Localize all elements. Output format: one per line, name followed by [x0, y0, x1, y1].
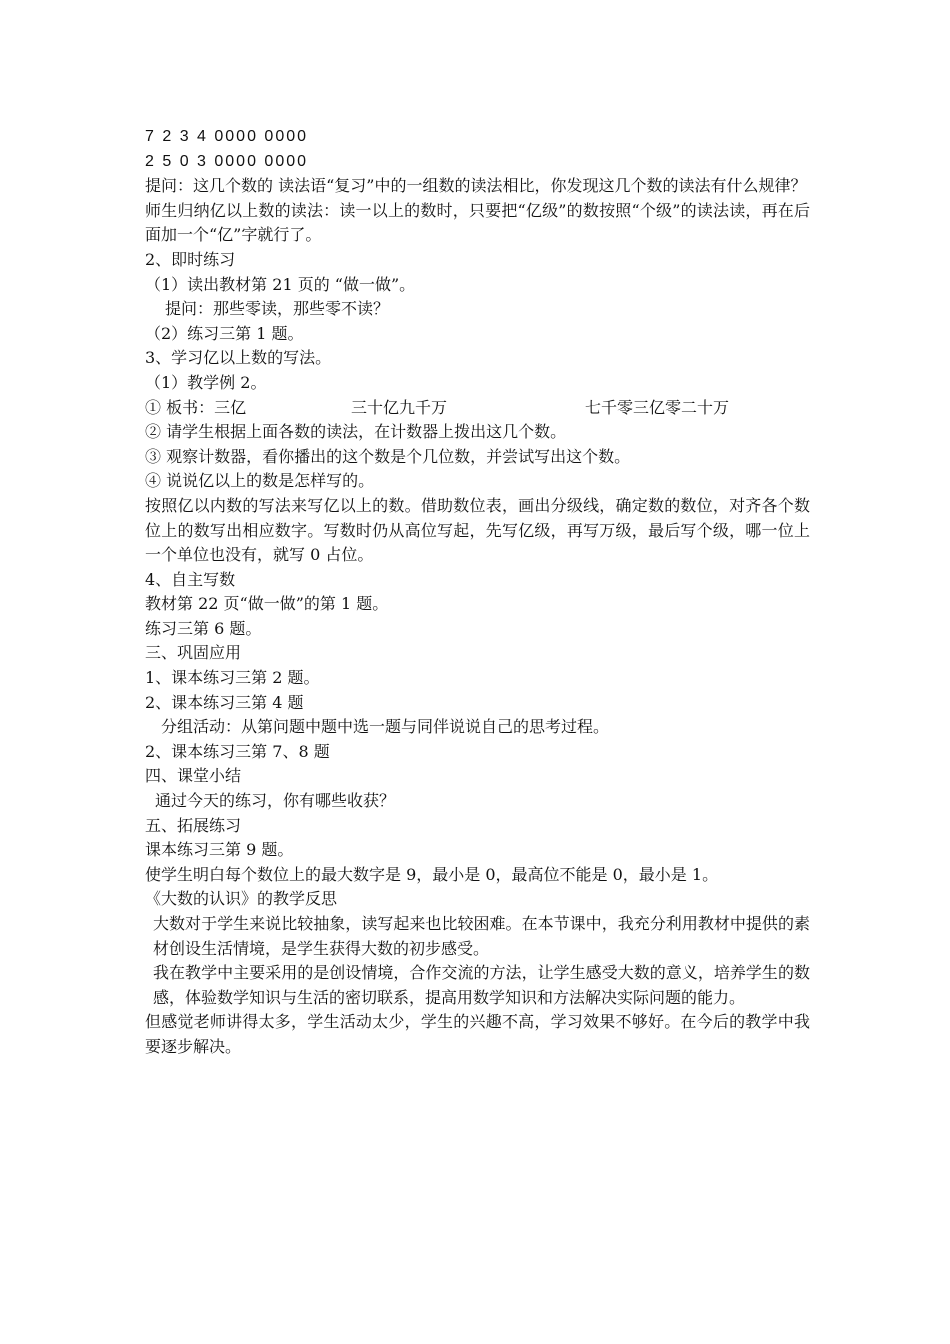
question-paragraph: 提问：这几个数的 读法语“复习”中的一组数的读法相比，你发现这几个数的读法有什么规律？ [145, 176, 807, 196]
explanation-paragraph: 按照亿以内数的写法来写亿以上的数。借助数位表，画出分级线，确定数的数位，对齐各个数位上的数写出相应数字。写数时仍从高位写起，先写亿级，再写万级，最后写个级，哪一位上一个单位也没有，就写 0 占位。 [145, 495, 810, 565]
text-line: 2、课本练习三第 4 题 [145, 692, 304, 712]
reflection-paragraph: 但感觉老师讲得太多，学生活动太少，学生的兴趣不高，学习效果不够好。在今后的教学中我要逐步解决。 [145, 1012, 810, 1056]
list-item: ④ 说说亿以上的数是怎样写的。 [145, 471, 375, 491]
document-body [145, 125, 810, 1060]
text-line: 课本练习三第 9 题。 [145, 840, 294, 860]
list-item: （2）练习三第 1 题。 [145, 323, 304, 343]
board-item: ① 板书：三亿 [145, 397, 247, 417]
text-line: 练习三第 6 题。 [145, 618, 262, 638]
section-heading: 3、学习亿以上数的写法。 [145, 348, 332, 368]
text-line: 1、课本练习三第 2 题。 [145, 668, 320, 688]
text-line: 使学生明白每个数位上的最大数字是 9，最小是 0，最高位不能是 0，最小是 1。 [145, 864, 719, 884]
text-line: 通过今天的练习，你有哪些收获？ [155, 791, 396, 811]
reflection-paragraph: 我在教学中主要采用的是创设情境，合作交流的方法，让学生感受大数的意义，培养学生的数感，体验数学知识与生活的密切联系，提高用数学知识和方法解决实际问题的能力。 [153, 963, 810, 1007]
summary-paragraph: 师生归纳亿以上数的读法：读一以上的数时，只要把“亿级”的数按照“个级”的读法读，再在后面加一个“亿”字就行了。 [145, 200, 810, 245]
board-writing-line [145, 396, 810, 421]
text-line: 教材第 22 页“做一做”的第 1 题。 [145, 594, 389, 614]
question-line: 提问：那些零读，那些零不读？ [165, 299, 390, 319]
section-heading: 4、自主写数 [145, 569, 236, 589]
text-line: 2、课本练习三第 7、8 题 [145, 741, 330, 761]
board-item: 三十亿九千万 [351, 397, 448, 417]
section-heading: 2、即时练习 [145, 249, 236, 269]
activity-line: 分组活动：从第问题中题中选一题与同伴说说自己的思考过程。 [161, 717, 610, 737]
number-line: 7 2 3 4 0000 0000 [145, 128, 309, 145]
reflection-title: 《大数的认识》的教学反思 [145, 889, 338, 909]
section-heading: 三、巩固应用 [145, 643, 242, 663]
section-heading: 五、拓展练习 [145, 815, 242, 835]
board-item: 七千零三亿零二十万 [585, 397, 730, 417]
list-item: （1）读出教材第 21 页的 “做一做”。 [145, 274, 416, 294]
list-item: （1）教学例 2。 [145, 372, 267, 392]
number-line: 2 5 0 3 0000 0000 [145, 152, 309, 170]
reflection-paragraph: 大数对于学生来说比较抽象，读写起来也比较困难。在本节课中，我充分利用教材中提供的素材创设生活情境，是学生获得大数的初步感受。 [153, 914, 810, 958]
list-item: ③ 观察计数器，看你播出的这个数是个几位数，并尝试写出这个数。 [145, 446, 631, 466]
list-item: ② 请学生根据上面各数的读法，在计数器上拨出这几个数。 [145, 422, 567, 442]
section-heading: 四、课堂小结 [145, 766, 242, 786]
